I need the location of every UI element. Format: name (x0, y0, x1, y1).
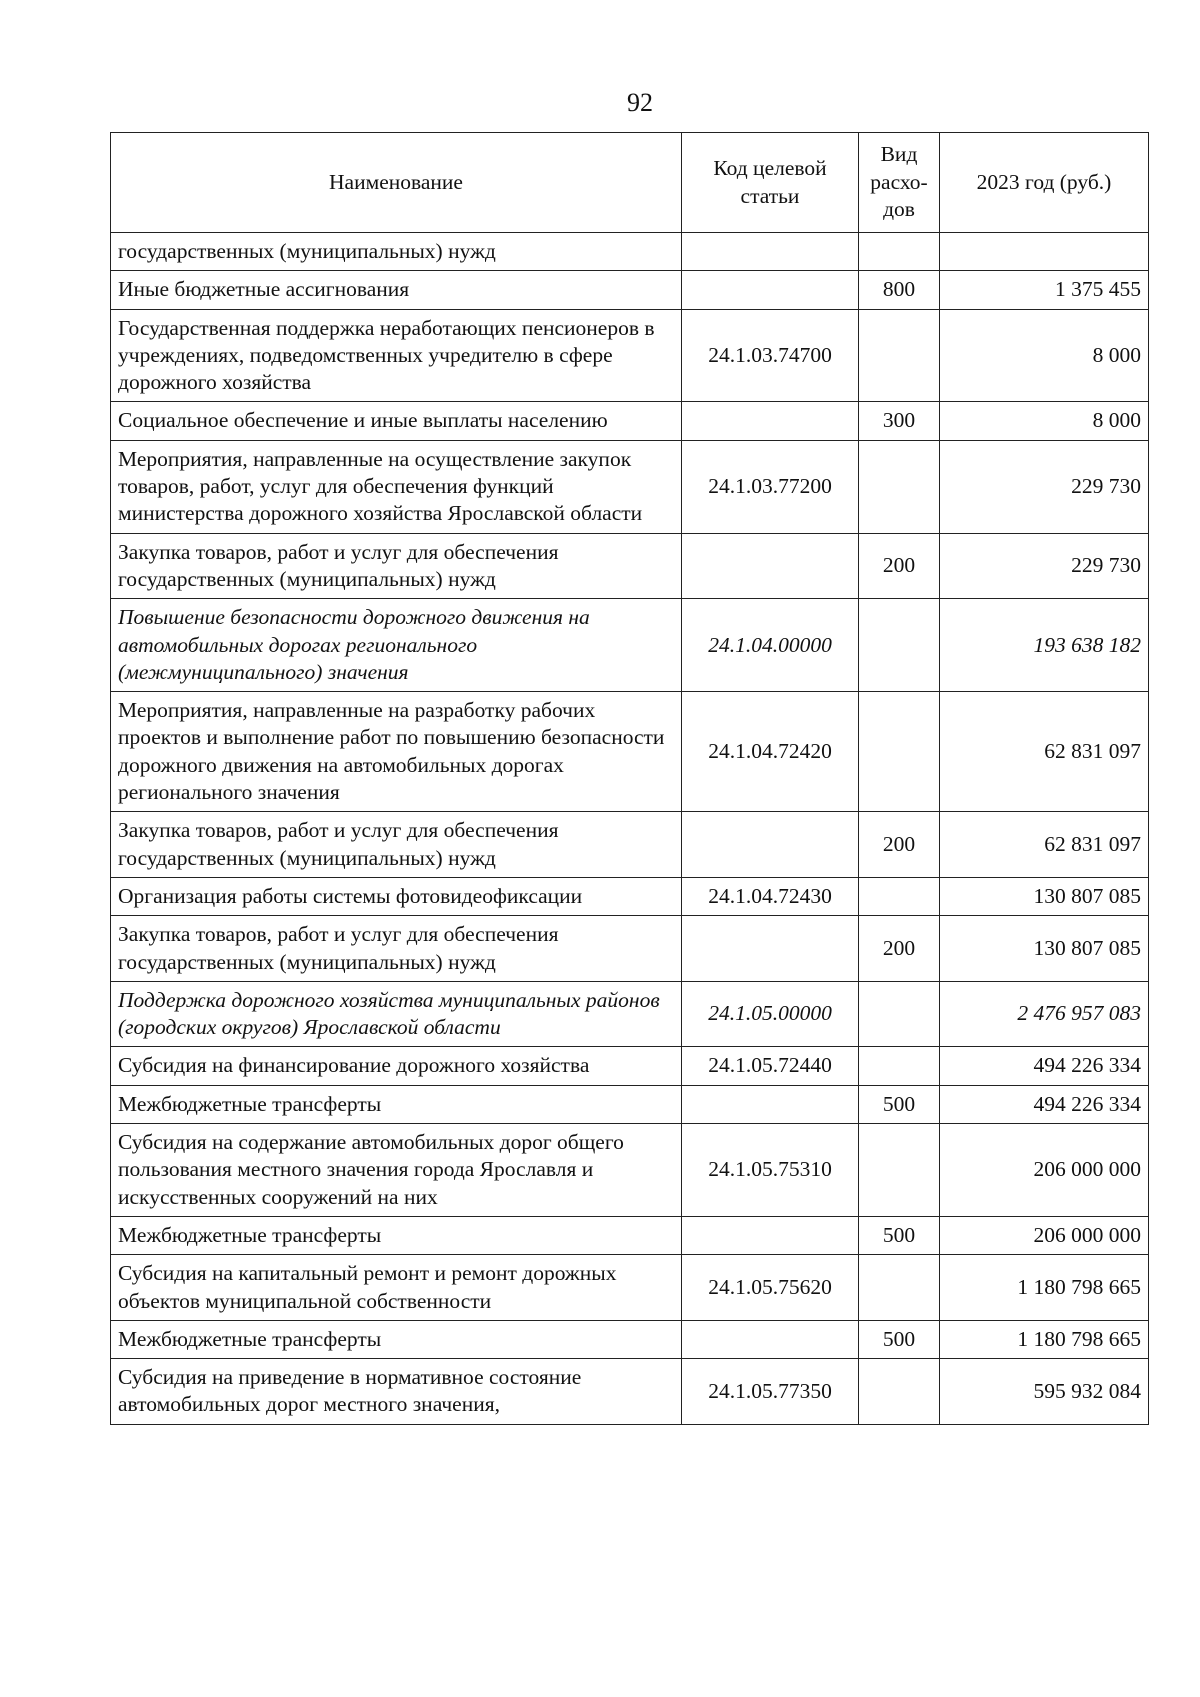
cell-code: 24.1.05.75310 (682, 1124, 859, 1217)
cell-type (859, 599, 940, 692)
table-header-row (111, 133, 1149, 233)
cell-type (859, 1047, 940, 1085)
table-row (111, 877, 1149, 915)
cell-name: Субсидия на финансирование дорожного хозяйства (111, 1047, 682, 1085)
cell-code (682, 402, 859, 440)
table-row (111, 233, 1149, 271)
table-row (111, 1255, 1149, 1321)
cell-type (859, 309, 940, 402)
cell-code: 24.1.03.74700 (682, 309, 859, 402)
cell-type: 500 (859, 1320, 940, 1358)
cell-name: Мероприятия, направленные на разработку рабочих проектов и выполнение работ по повышению безопасности дорожного движения на автомобильных дорогах регионального значения (111, 692, 682, 812)
cell-amount: 229 730 (940, 440, 1149, 533)
table-row (111, 533, 1149, 599)
cell-type: 200 (859, 916, 940, 982)
cell-amount: 206 000 000 (940, 1124, 1149, 1217)
cell-amount: 8 000 (940, 402, 1149, 440)
cell-type (859, 1124, 940, 1217)
cell-amount: 1 180 798 665 (940, 1320, 1149, 1358)
table-row (111, 402, 1149, 440)
cell-code: 24.1.05.72440 (682, 1047, 859, 1085)
cell-code (682, 233, 859, 271)
table-body (111, 233, 1149, 1425)
cell-amount: 1 375 455 (940, 271, 1149, 309)
cell-name: Закупка товаров, работ и услуг для обеспечения государственных (муниципальных) нужд (111, 916, 682, 982)
cell-type: 200 (859, 812, 940, 878)
cell-type (859, 981, 940, 1047)
cell-name: Межбюджетные трансферты (111, 1085, 682, 1123)
cell-code: 24.1.04.00000 (682, 599, 859, 692)
cell-name: Поддержка дорожного хозяйства муниципальных районов (городских округов) Ярославской области (111, 981, 682, 1047)
cell-amount: 1 180 798 665 (940, 1255, 1149, 1321)
header-type: Вид расхо-дов (859, 133, 940, 233)
cell-amount: 130 807 085 (940, 877, 1149, 915)
header-amount: 2023 год (руб.) (940, 133, 1149, 233)
table-row (111, 599, 1149, 692)
cell-name: Субсидия на содержание автомобильных дорог общего пользования местного значения города Ярославля и искусственных сооружений на них (111, 1124, 682, 1217)
budget-table (110, 132, 1149, 1425)
table-row (111, 1320, 1149, 1358)
table-row (111, 1359, 1149, 1425)
cell-code: 24.1.05.00000 (682, 981, 859, 1047)
cell-name: Межбюджетные трансферты (111, 1320, 682, 1358)
cell-type (859, 233, 940, 271)
cell-amount: 62 831 097 (940, 812, 1149, 878)
cell-amount: 130 807 085 (940, 916, 1149, 982)
cell-code (682, 1216, 859, 1254)
cell-name: Субсидия на приведение в нормативное состояние автомобильных дорог местного значения, (111, 1359, 682, 1425)
cell-code: 24.1.05.75620 (682, 1255, 859, 1321)
cell-code (682, 1320, 859, 1358)
header-code: Код целевой статьи (682, 133, 859, 233)
table-row (111, 440, 1149, 533)
cell-name: Закупка товаров, работ и услуг для обеспечения государственных (муниципальных) нужд (111, 812, 682, 878)
table-row (111, 692, 1149, 812)
cell-code (682, 1085, 859, 1123)
cell-amount: 595 932 084 (940, 1359, 1149, 1425)
cell-amount: 2 476 957 083 (940, 981, 1149, 1047)
cell-type: 300 (859, 402, 940, 440)
table-row (111, 1085, 1149, 1123)
cell-type (859, 440, 940, 533)
cell-amount (940, 233, 1149, 271)
cell-amount: 193 638 182 (940, 599, 1149, 692)
cell-type (859, 877, 940, 915)
cell-code: 24.1.05.77350 (682, 1359, 859, 1425)
table-row (111, 1047, 1149, 1085)
table-row (111, 812, 1149, 878)
cell-type (859, 1255, 940, 1321)
cell-name: Повышение безопасности дорожного движения на автомобильных дорогах регионального (межмуниципального) значения (111, 599, 682, 692)
cell-name: Мероприятия, направленные на осуществление закупок товаров, работ, услуг для обеспечения функций министерства дорожного хозяйства Ярославской области (111, 440, 682, 533)
cell-name: Субсидия на капитальный ремонт и ремонт дорожных объектов муниципальной собственности (111, 1255, 682, 1321)
cell-name: Организация работы системы фотовидеофиксации (111, 877, 682, 915)
cell-amount: 62 831 097 (940, 692, 1149, 812)
cell-code (682, 271, 859, 309)
table-row (111, 271, 1149, 309)
cell-amount: 494 226 334 (940, 1047, 1149, 1085)
cell-type: 200 (859, 533, 940, 599)
header-name: Наименование (111, 133, 682, 233)
cell-name: Государственная поддержка неработающих пенсионеров в учреждениях, подведомственных учредителю в сфере дорожного хозяйства (111, 309, 682, 402)
cell-type: 800 (859, 271, 940, 309)
table-row (111, 916, 1149, 982)
page-number: 92 (627, 88, 653, 117)
cell-type (859, 1359, 940, 1425)
cell-code: 24.1.03.77200 (682, 440, 859, 533)
cell-type: 500 (859, 1085, 940, 1123)
cell-amount: 8 000 (940, 309, 1149, 402)
cell-code: 24.1.04.72430 (682, 877, 859, 915)
cell-name: государственных (муниципальных) нужд (111, 233, 682, 271)
table-row (111, 1216, 1149, 1254)
cell-name: Иные бюджетные ассигнования (111, 271, 682, 309)
cell-code (682, 812, 859, 878)
cell-name: Социальное обеспечение и иные выплаты населению (111, 402, 682, 440)
cell-type (859, 692, 940, 812)
table-row (111, 1124, 1149, 1217)
cell-amount: 206 000 000 (940, 1216, 1149, 1254)
cell-code (682, 916, 859, 982)
table-row (111, 981, 1149, 1047)
table-row (111, 309, 1149, 402)
cell-code: 24.1.04.72420 (682, 692, 859, 812)
cell-amount: 494 226 334 (940, 1085, 1149, 1123)
cell-code (682, 533, 859, 599)
cell-name: Закупка товаров, работ и услуг для обеспечения государственных (муниципальных) нужд (111, 533, 682, 599)
cell-amount: 229 730 (940, 533, 1149, 599)
cell-name: Межбюджетные трансферты (111, 1216, 682, 1254)
cell-type: 500 (859, 1216, 940, 1254)
